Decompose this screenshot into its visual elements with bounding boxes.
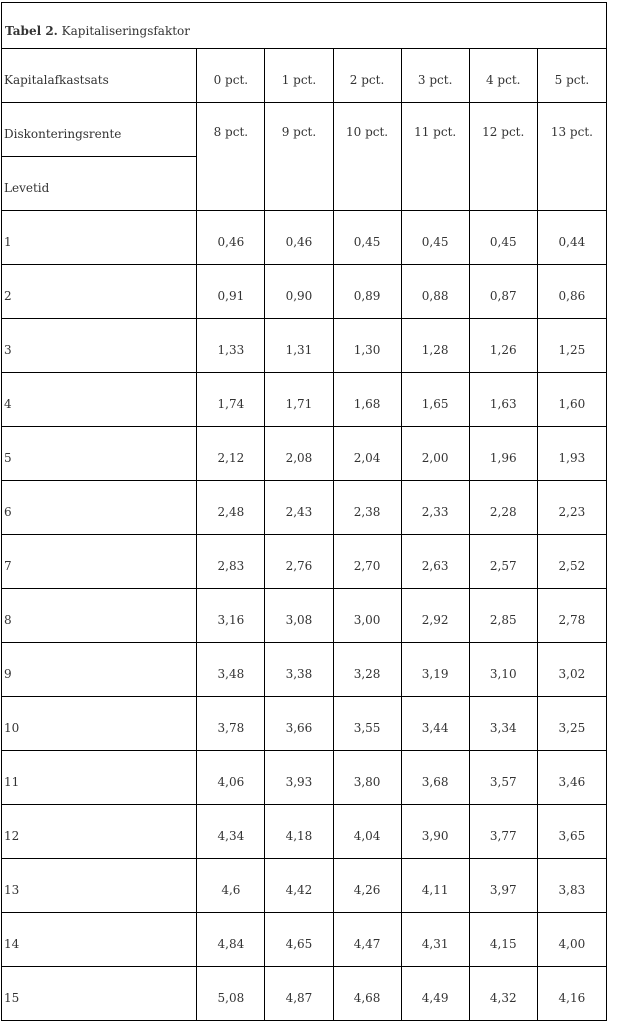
kapitalafkastsats-cell: 4 pct. [469,49,537,103]
table-row [2,751,607,805]
value-cell: 2,85 [469,589,537,643]
table-row [2,643,607,697]
kapitalafkastsats-cell: 1 pct. [265,49,333,103]
value-cell: 3,68 [401,751,469,805]
value-cell: 2,78 [537,589,606,643]
value-cell: 2,43 [265,481,333,535]
value-cell: 3,19 [401,643,469,697]
value-cell: 2,28 [469,481,537,535]
diskonteringsrente-cell: 13 pct. [537,103,606,211]
value-cell: 4,31 [401,913,469,967]
table-row [2,265,607,319]
value-cell: 1,96 [469,427,537,481]
caption-row [2,3,607,49]
levetid-cell: 11 [2,751,197,805]
kapitalafkastsats-cell: 3 pct. [401,49,469,103]
value-cell: 3,00 [333,589,401,643]
table-caption [2,3,607,49]
kapitalafkastsats-label: Kapitalafkastsats [2,49,197,103]
table-row [2,373,607,427]
value-cell: 2,12 [197,427,265,481]
value-cell: 0,88 [401,265,469,319]
diskonteringsrente-label: Diskonteringsrente [2,103,197,157]
value-cell: 4,32 [469,967,537,1021]
value-cell: 0,45 [469,211,537,265]
value-cell: 4,18 [265,805,333,859]
value-cell: 3,44 [401,697,469,751]
value-cell: 3,28 [333,643,401,697]
table-row [2,535,607,589]
table-row [2,589,607,643]
value-cell: 2,52 [537,535,606,589]
value-cell: 4,84 [197,913,265,967]
value-cell: 3,55 [333,697,401,751]
value-cell: 4,65 [265,913,333,967]
value-cell: 4,34 [197,805,265,859]
value-cell: 4,04 [333,805,401,859]
value-cell: 3,46 [537,751,606,805]
value-cell: 2,83 [197,535,265,589]
table-row [2,859,607,913]
caption-bold: Tabel 2. [5,23,58,38]
value-cell: 4,6 [197,859,265,913]
value-cell: 2,63 [401,535,469,589]
value-cell: 4,11 [401,859,469,913]
value-cell: 1,28 [401,319,469,373]
value-cell: 2,76 [265,535,333,589]
value-cell: 3,65 [537,805,606,859]
value-cell: 4,42 [265,859,333,913]
value-cell: 3,78 [197,697,265,751]
value-cell: 2,70 [333,535,401,589]
diskonteringsrente-cell: 11 pct. [401,103,469,211]
levetid-cell: 6 [2,481,197,535]
value-cell: 1,74 [197,373,265,427]
table-row [2,481,607,535]
levetid-label: Levetid [2,157,197,211]
value-cell: 1,25 [537,319,606,373]
value-cell: 0,91 [197,265,265,319]
value-cell: 3,48 [197,643,265,697]
value-cell: 4,26 [333,859,401,913]
value-cell: 3,97 [469,859,537,913]
value-cell: 0,87 [469,265,537,319]
value-cell: 3,10 [469,643,537,697]
value-cell: 1,71 [265,373,333,427]
table-row [2,913,607,967]
value-cell: 0,86 [537,265,606,319]
levetid-cell: 13 [2,859,197,913]
value-cell: 3,02 [537,643,606,697]
levetid-cell: 2 [2,265,197,319]
levetid-cell: 4 [2,373,197,427]
value-cell: 0,45 [333,211,401,265]
levetid-cell: 7 [2,535,197,589]
diskonteringsrente-cell: 12 pct. [469,103,537,211]
levetid-cell: 9 [2,643,197,697]
value-cell: 4,06 [197,751,265,805]
value-cell: 3,38 [265,643,333,697]
levetid-cell: 14 [2,913,197,967]
value-cell: 1,68 [333,373,401,427]
value-cell: 1,65 [401,373,469,427]
diskonteringsrente-cell: 9 pct. [265,103,333,211]
value-cell: 4,87 [265,967,333,1021]
levetid-cell: 5 [2,427,197,481]
value-cell: 4,00 [537,913,606,967]
value-cell: 4,49 [401,967,469,1021]
levetid-cell: 15 [2,967,197,1021]
value-cell: 0,45 [401,211,469,265]
value-cell: 0,90 [265,265,333,319]
table-row [2,805,607,859]
value-cell: 2,38 [333,481,401,535]
value-cell: 1,60 [537,373,606,427]
value-cell: 0,89 [333,265,401,319]
diskonteringsrente-row [2,103,607,157]
value-cell: 3,90 [401,805,469,859]
diskonteringsrente-cell: 8 pct. [197,103,265,211]
table-row [2,697,607,751]
value-cell: 4,47 [333,913,401,967]
value-cell: 3,80 [333,751,401,805]
value-cell: 1,26 [469,319,537,373]
levetid-cell: 3 [2,319,197,373]
value-cell: 2,48 [197,481,265,535]
value-cell: 0,46 [197,211,265,265]
value-cell: 2,92 [401,589,469,643]
value-cell: 1,93 [537,427,606,481]
levetid-cell: 8 [2,589,197,643]
value-cell: 3,08 [265,589,333,643]
table-row [2,427,607,481]
value-cell: 4,15 [469,913,537,967]
levetid-cell: 12 [2,805,197,859]
value-cell: 1,30 [333,319,401,373]
value-cell: 2,08 [265,427,333,481]
value-cell: 2,04 [333,427,401,481]
value-cell: 2,33 [401,481,469,535]
value-cell: 3,66 [265,697,333,751]
value-cell: 3,16 [197,589,265,643]
table-row [2,967,607,1021]
value-cell: 3,83 [537,859,606,913]
kapitalafkastsats-cell: 5 pct. [537,49,606,103]
value-cell: 3,77 [469,805,537,859]
levetid-cell: 1 [2,211,197,265]
value-cell: 4,16 [537,967,606,1021]
kapitalafkastsats-cell: 0 pct. [197,49,265,103]
value-cell: 2,00 [401,427,469,481]
value-cell: 1,33 [197,319,265,373]
value-cell: 0,46 [265,211,333,265]
value-cell: 3,57 [469,751,537,805]
table-row [2,211,607,265]
levetid-cell: 10 [2,697,197,751]
table-row [2,319,607,373]
value-cell: 0,44 [537,211,606,265]
kapitalafkastsats-row [2,49,607,103]
value-cell: 4,68 [333,967,401,1021]
value-cell: 3,93 [265,751,333,805]
kapitaliseringsfaktor-table [1,2,607,1021]
value-cell: 1,31 [265,319,333,373]
value-cell: 2,23 [537,481,606,535]
value-cell: 2,57 [469,535,537,589]
kapitalafkastsats-cell: 2 pct. [333,49,401,103]
value-cell: 3,34 [469,697,537,751]
value-cell: 5,08 [197,967,265,1021]
caption-text: Kapitaliseringsfaktor [57,23,191,38]
diskonteringsrente-cell: 10 pct. [333,103,401,211]
value-cell: 3,25 [537,697,606,751]
value-cell: 1,63 [469,373,537,427]
